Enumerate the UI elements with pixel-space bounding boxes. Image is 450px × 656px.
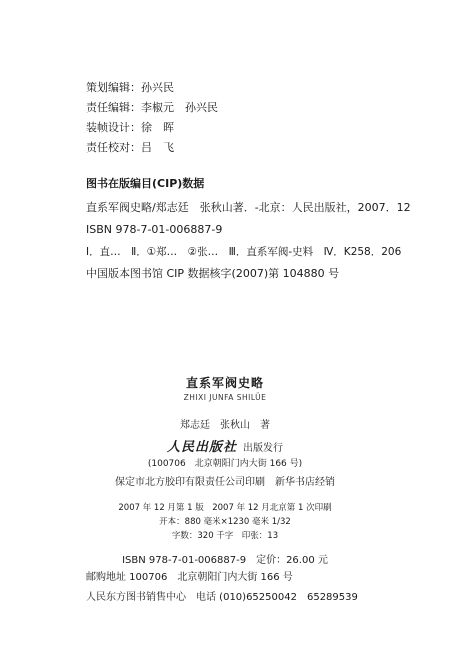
cip-data-block bbox=[86, 173, 411, 285]
cip-classification-line: Ⅰ．直… Ⅱ．①郑… ②张… Ⅲ．直系军阀-史料 Ⅳ．K258．206 bbox=[86, 246, 402, 258]
editorial-credits bbox=[86, 78, 218, 158]
authors: 郑志廷 张秋山 著 bbox=[180, 420, 270, 431]
colophon bbox=[0, 374, 450, 569]
edition-info: 2007 年 12 月第 1 版 2007 年 12 月北京第 1 次印刷 bbox=[118, 503, 332, 513]
credit-proofreader: 责任校对：吕 飞 bbox=[86, 141, 174, 154]
publisher-row bbox=[0, 438, 450, 457]
wordcount-info: 字数：320 千字 印张：13 bbox=[171, 531, 279, 541]
isbn-price: ISBN 978-7-01-006887-9 定价：26.00 元 bbox=[122, 555, 328, 566]
cip-heading: 图书在版编目(CIP)数据 bbox=[86, 177, 205, 190]
mail-order-address: 邮购地址 100706 北京朝阳门内大街 166 号 bbox=[86, 572, 293, 583]
credit-label: 装帧设计 bbox=[86, 121, 130, 134]
credit-binding-design: 装帧设计：徐 晖 bbox=[86, 121, 174, 134]
printer-info: 保定市北方胶印有限责任公司印刷 新华书店经销 bbox=[115, 477, 335, 488]
credit-label: 责任校对 bbox=[86, 141, 130, 154]
credit-label: 策划编辑 bbox=[86, 81, 130, 94]
publisher-logo: 人民出版社 bbox=[166, 440, 237, 455]
credit-planning-editor: 策划编辑：孙兴民 bbox=[86, 81, 174, 94]
credit-value: 吕 飞 bbox=[141, 141, 174, 154]
book-title-pinyin: ZHIXI JUNFA SHILÜE bbox=[183, 393, 267, 402]
credit-label: 责任编辑 bbox=[86, 101, 130, 114]
publisher-action: 出版发行 bbox=[243, 443, 283, 454]
credit-value: 李椒元 孙兴民 bbox=[141, 101, 218, 114]
credit-value: 徐 晖 bbox=[141, 121, 174, 134]
cip-title-line: 直系军阀史略/郑志廷 张秋山著．-北京：人民出版社，2007．12 bbox=[86, 201, 411, 214]
format-info: 开本：880 毫米×1230 毫米 1/32 bbox=[159, 517, 291, 527]
publisher-address: (100706 北京朝阳门内大街 166 号) bbox=[147, 459, 303, 469]
credit-value: 孙兴民 bbox=[141, 81, 174, 94]
sales-center-phone: 人民东方图书销售中心 电话 (010)65250042 65289539 bbox=[86, 592, 358, 603]
credit-responsible-editor: 责任编辑：李椒元 孙兴民 bbox=[86, 101, 218, 114]
contact-info bbox=[86, 568, 358, 608]
book-title: 直系军阀史略 bbox=[185, 376, 264, 390]
cip-record-number: 中国版本图书馆 CIP 数据核字(2007)第 104880 号 bbox=[86, 267, 340, 280]
cip-isbn-line: ISBN 978-7-01-006887-9 bbox=[86, 223, 223, 236]
